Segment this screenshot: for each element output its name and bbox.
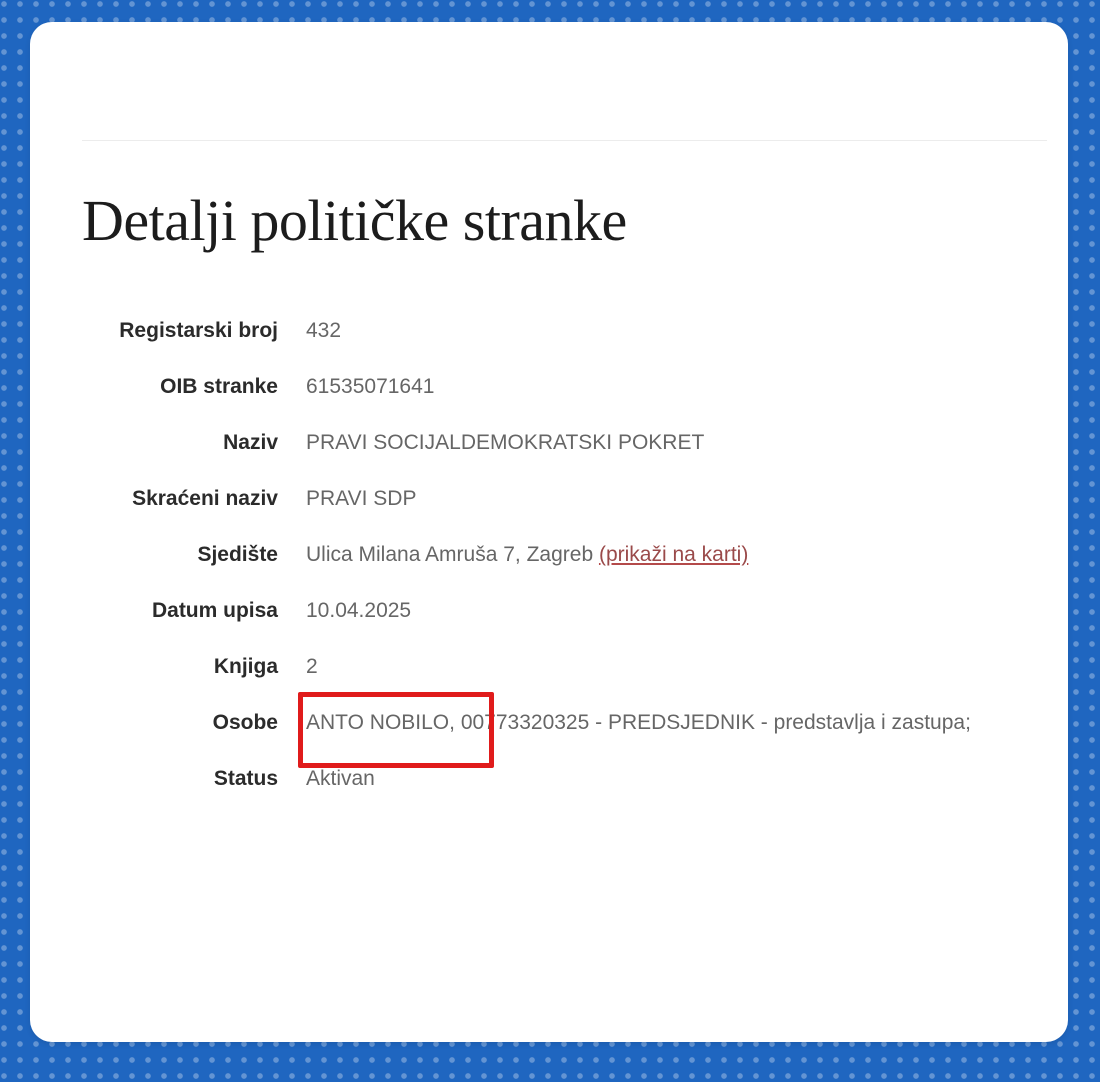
detail-row-oib-stranke (82, 373, 1032, 403)
detail-label: Osobe (212, 710, 278, 734)
detail-row-registarski-broj (82, 317, 1032, 347)
detail-label: Status (213, 766, 278, 790)
detail-label: Skraćeni naziv (132, 486, 278, 510)
details-card (30, 22, 1068, 1042)
detail-label: Knjiga (213, 654, 278, 678)
detail-value (306, 541, 748, 568)
detail-label: OIB stranke (160, 374, 278, 398)
detail-row-skraceni-naziv (82, 485, 1032, 515)
party-details-list (82, 317, 1032, 795)
detail-label: Registarski broj (119, 318, 278, 342)
show-on-map-link[interactable]: (prikaži na karti) (598, 542, 749, 566)
detail-label: Naziv (223, 430, 278, 454)
detail-row-osobe (82, 709, 1032, 739)
detail-row-datum-upisa (82, 597, 1032, 627)
detail-value: PRAVI SOCIJALDEMOKRATSKI POKRET (306, 430, 705, 454)
osobe-text: ANTO NOBILO, 00773320325 - PREDSJEDNIK - predstavlja i zastupa; (306, 710, 971, 734)
divider (82, 140, 1047, 141)
page-title: Detalji političke stranke (82, 188, 627, 253)
detail-row-status (82, 765, 1032, 795)
detail-row-naziv (82, 429, 1032, 459)
detail-value: 61535071641 (306, 374, 435, 398)
detail-row-sjediste (82, 541, 1032, 571)
detail-value: 2 (306, 654, 318, 678)
detail-value (306, 709, 971, 736)
address-text: Ulica Milana Amruša 7, Zagreb (306, 542, 594, 566)
detail-value: 10.04.2025 (306, 598, 412, 622)
status-badge: Aktivan (306, 766, 375, 790)
detail-label: Sjedište (197, 542, 278, 566)
detail-value: PRAVI SDP (306, 486, 417, 510)
detail-value: 432 (306, 318, 342, 342)
detail-row-knjiga (82, 653, 1032, 683)
detail-label: Datum upisa (151, 598, 278, 622)
